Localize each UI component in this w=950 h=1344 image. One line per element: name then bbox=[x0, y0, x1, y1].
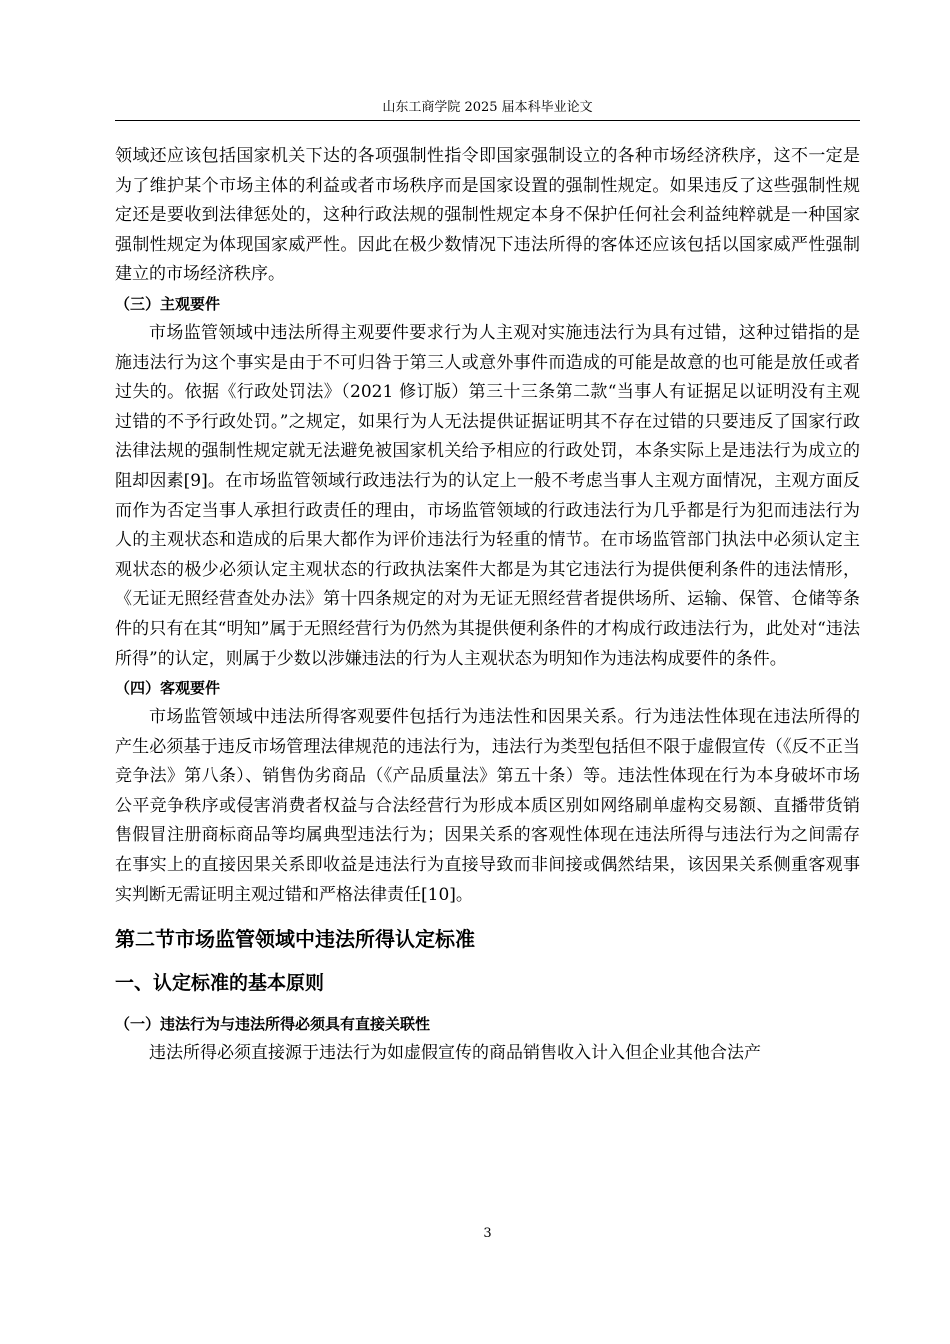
heading-direct-relevance: （一）违法行为与违法所得必须具有直接关联性 bbox=[115, 1015, 431, 1034]
heading-subjective-element: （三）主观要件 bbox=[115, 294, 221, 313]
section-heading-2: 第二节市场监管领域中违法所得认定标准 bbox=[115, 927, 475, 952]
paragraph-subjective-element: 市场监管领域中违法所得主观要件要求行为人主观对实施违法行为具有过错，这种过错指的是施违法行为这个事实是由于不可归咎于第三人或意外事件而造成的可能是故意的也可能是放任或者过失的。依据《行政处罚法》（2021 修订版）第三十三条第二款“当事人有证据足以证明没有主观过错的不予行政处罚。”之规定，如果行为人无法提供证据证明其不存在过错的只要违反了国家行政法律法规的强制性规定就无法避免被国家机关给予相应的行政处罚，本条实际上是违法行为成立的阻却因素[9]。在市场监管领域行政违法行为的认定上一般不考虑当事人主观方面情况，主观方面反而作为否定当事人承担行政责任的理由，市场监管领域的行政违法行为几乎都是行为犯而违法行为人的主观状态和造成的后果大都作为评价违法行为轻重的情节。在市场监管部门执法中必须认定主观状态的极少必须认定主观状态的行政执法案件大都是为其它违法行为提供便利条件的违法情形，《无证无照经营查处办法》第十四条规定的对为无证无照经营者提供场所、运输、保管、仓储等条件的只有在其“明知”属于无照经营行为仍然为其提供便利条件的才构成行政违法行为，此处对“违法所得”的认定，则属于少数以涉嫌违法的行为人主观状态为明知作为违法构成要件的条件。 bbox=[115, 322, 860, 669]
paragraph-objective-element: 市场监管领域中违法所得客观要件包括行为违法性和因果关系。行为违法性体现在违法所得的产生必须基于违反市场管理法律规范的违法行为，违法行为类型包括但不限于虚假宣传（《反不正当竞争法》第八条）、销售伪劣商品（《产品质量法》第五十条）等。违法性体现在行为本身破坏市场公平竞争秩序或侵害消费者权益与合法经营行为形成本质区别如网络刷单虚构交易额、直播带货销售假冒注册商标商品等均属典型违法行为；因果关系的客观性体现在违法所得与违法行为之间需存在事实上的直接因果关系即收益是违法行为直接导致而非间接或偶然结果，该因果关系侧重客观事实判断无需证明主观过错和严格法律责任[10]。 bbox=[115, 707, 860, 905]
heading-objective-element: （四）客观要件 bbox=[115, 679, 221, 698]
running-header: 山东工商学院 2025 届本科毕业论文 bbox=[382, 100, 593, 115]
page-content bbox=[115, 142, 860, 1069]
paragraph-object-continued: 领域还应该包括国家机关下达的各项强制性指令即国家强制设立的各种市场经济秩序，这不一定是为了维护某个市场主体的利益或者市场秩序而是国家设置的强制性规定。如果违反了这些强制性规定还是要收到法律惩处的，这种行政法规的强制性规定本身不保护任何社会利益纯粹就是一种国家强制性规定为体现国家威严性。因此在极少数情况下违法所得的客体还应该包括以国家威严性强制建立的市场经济秩序。 bbox=[115, 146, 860, 285]
page-number: 3 bbox=[483, 1226, 492, 1241]
header-rule bbox=[115, 120, 860, 121]
paragraph-direct-relevance: 违法所得必须直接源于违法行为如虚假宣传的商品销售收入计入但企业其他合法产 bbox=[149, 1043, 761, 1064]
heading-basic-principles: 一、认定标准的基本原则 bbox=[115, 972, 325, 995]
